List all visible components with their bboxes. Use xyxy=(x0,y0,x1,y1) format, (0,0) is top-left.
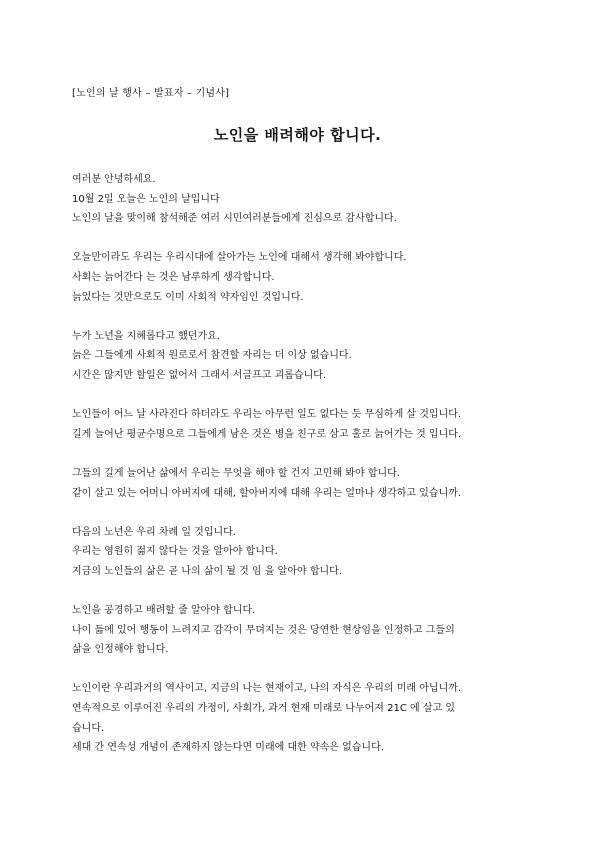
text-line: 늙었다는 것만으로도 이미 사회적 약자임인 것입니다. xyxy=(72,291,304,303)
speech-title: 노인을 배려해야 합니다. xyxy=(213,126,382,144)
paragraph xyxy=(72,405,532,444)
text-line: 같이 살고 있는 어머니 아버지에 대해, 할아버지에 대해 우리는 얼마나 생각하고 있습니까. xyxy=(72,487,462,499)
text-line: 나이 듦에 있어 행동이 느려지고 감각이 무뎌지는 것은 당연한 현상임을 인정하고 그들의 xyxy=(72,624,455,636)
text-line: 길게 늘어난 평균수명으로 그들에게 남은 것은 병을 친구로 삼고 홀로 늙어가는 것 입니다. xyxy=(72,428,462,440)
text-line: 삶을 인정해야 합니다. xyxy=(72,644,169,656)
paragraph xyxy=(72,327,532,386)
text-line: 다음의 노년은 우리 차례 일 것입니다. xyxy=(72,526,236,538)
paragraph xyxy=(72,601,532,660)
text-line: 여러분 안녕하세요. xyxy=(72,174,156,185)
text-line: 습니다. xyxy=(72,722,105,734)
text-line: 노인들이 어느 날 사라진다 하더라도 우리는 아무런 일도 없다는 듯 무심하게 살 것입니다. xyxy=(72,409,462,421)
text-line: 오늘만이라도 우리는 우리시대에 살아가는 노인에 대해서 생각해 봐야합니다. xyxy=(72,252,407,264)
text-line: 사회는 늙어간다 는 것은 남루하게 생각합니다. xyxy=(72,271,275,283)
text-line: 세대 간 연속성 개념이 존재하지 않는다면 미래에 대한 약속은 없습니다. xyxy=(72,742,384,754)
text-line: 10월 2일 오늘은 노인의 날입니다 xyxy=(72,193,220,205)
speech-category-label: [노인의 날 행사 – 발표자 – 기념사] xyxy=(72,88,230,99)
text-line: 노인의 날을 맞이해 참석해준 여러 시민여러분들에게 진심으로 감사합니다. xyxy=(72,213,397,225)
text-line: 지금의 노인들의 삶은 곧 나의 삶이 될 것 임 을 알아야 합니다. xyxy=(72,565,342,577)
text-line: 그들의 길게 늘어난 삶에서 우리는 무엇을 해야 할 건지 고민해 봐야 합니다. xyxy=(72,467,400,479)
paragraph xyxy=(72,679,532,757)
paragraph xyxy=(72,464,532,503)
paragraph xyxy=(72,523,532,582)
text-line: 늙은 그들에게 사회적 원로로서 참견할 자리는 더 이상 없습니다. xyxy=(72,350,352,362)
paragraph xyxy=(72,248,532,307)
text-line: 노인이란 우리과거의 역사이고, 지금의 나는 현재이고, 나의 자식은 우리의 미래 아닙니까. xyxy=(72,683,462,695)
text-line: 누가 노년을 지혜롭다고 했던가요. xyxy=(72,330,220,342)
text-line: 우리는 영원히 젊지 않다는 것을 알아야 합니다. xyxy=(72,546,278,558)
text-line: 시간은 많지만 할일은 없어서 그래서 서글프고 괴롭습니다. xyxy=(72,369,327,381)
text-line: 노인을 공경하고 배려할 줄 알아야 합니다. xyxy=(72,605,256,617)
speech-body xyxy=(72,170,532,777)
text-line: 연속적으로 이루어진 우리의 가정이, 사회가, 과거 현재 미래로 나누어져 21C 에 살고 있 xyxy=(72,703,455,715)
paragraph xyxy=(72,170,532,229)
